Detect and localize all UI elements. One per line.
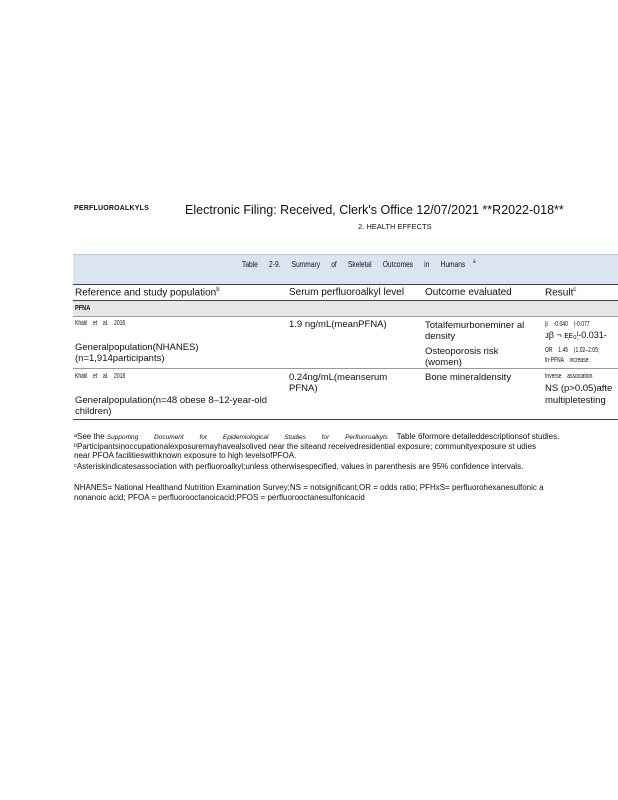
- row2-serum-line1: 0.24ng/mL(meanserum: [289, 372, 388, 383]
- group-label-pfna: PFNA: [75, 305, 91, 312]
- table-top-rule: [73, 284, 618, 285]
- column-header-serum: [289, 287, 404, 298]
- row2-result-line2: NS (p>0.05)afte: [545, 383, 613, 394]
- group-band: [73, 301, 618, 316]
- footnote-b-line2: near PFOA facilitieswithknown exposure to high levelsofPFOA.: [74, 451, 297, 460]
- footnote-a-document: Supporting Document for Epidemiological Studies for Perfluoroalkyls: [106, 434, 388, 441]
- column-header-outcome: [425, 287, 512, 298]
- column-header-result: [545, 287, 576, 298]
- row-divider: [73, 368, 618, 369]
- row1-population-line2: (n=1,914participants): [75, 353, 165, 364]
- column-header-reference-note: b: [216, 287, 220, 293]
- row1-outcome2-line1: Osteoporosis risk: [425, 346, 499, 357]
- table-caption-text: Table 2-9. Summary of Skeletal Outcomes in Humans: [242, 259, 466, 269]
- row1-result-line2: ᴊβ ¬ ᴇ᷊ᴇ₀ᴵ᷊-0.031-: [545, 330, 607, 340]
- footnote-c: ᶜAsteriskindicatesassociation with perfluoroalkyl;unless otherwisespecified, values in parenthesis are 95% confidence intervals.: [74, 462, 524, 471]
- section-title: 2. HEALTH EFFECTS: [358, 222, 432, 231]
- group-rule: [73, 316, 618, 317]
- row1-population-line1: Generalpopulation(NHANES): [75, 342, 199, 353]
- table-caption: [242, 259, 476, 269]
- column-header-result-label: Result: [545, 287, 574, 299]
- row1-outcome1-line2: density: [425, 331, 456, 342]
- footnote-a: [74, 432, 559, 443]
- footnote-a-tail: Table 6formore detaileddescriptionsof studies.: [396, 432, 560, 441]
- column-header-result-note: c: [573, 287, 577, 293]
- row2-population-line1: Generalpopulation(n=48 obese 8–12-year-old: [75, 395, 267, 406]
- column-header-reference: [75, 287, 220, 298]
- column-header-reference-label: Reference and study population: [75, 287, 217, 299]
- running-head: PERFLUOROALKYLS: [74, 205, 149, 212]
- filing-stamp: Electronic Filing: Received, Clerk's Office 12/07/2021 **R2022-018**: [185, 203, 564, 217]
- row1-outcome1-line1: Totalfemurboneminer al: [425, 320, 525, 331]
- row2-result-line3: multipletesting: [545, 395, 606, 406]
- table-caption-note: a: [473, 259, 476, 266]
- abbreviations-line1: NHANES= National Healthand Nutrition Examination Survey;NS = notsignificant;OR = odds ratio; PFHxS= perfluorohexanesulfonic a: [74, 483, 544, 492]
- row1-serum: 1.9 ng/mL(meanPFNA): [289, 319, 387, 330]
- row2-result-line1: Inverse association: [545, 373, 593, 380]
- row2-population-line2: children): [75, 406, 112, 417]
- row2-outcome: Bone mineraldensity: [425, 372, 512, 383]
- row1-reference: Khalil et al. 2016: [75, 320, 126, 327]
- row1-result-line1: β -0.040 (-0.077: [545, 321, 590, 328]
- row2-reference: Khalil et al. 2018: [75, 373, 126, 380]
- abbreviations-line2: nonanoic acid; PFOA = perfluorooctanoicacid;PFOS = perfluorooctanesulfonicacid: [74, 493, 365, 502]
- footnote-b-line1: ᵇParticipantsinoccupationalexposuremayhavealsolived near the siteand receivedresidential exposure; communityexposure st udies: [74, 442, 536, 451]
- row2-serum-line2: PFNA): [289, 383, 318, 394]
- row1-outcome2-line2: (women): [425, 357, 462, 368]
- row1-result-line3: OR 1.45 (1.02–2.05;: [545, 347, 600, 354]
- footnote-a-lead: ᵃSee the: [74, 432, 105, 441]
- column-header-serum-label: Serum perfluoroalkyl level: [289, 287, 405, 298]
- column-header-outcome-label: Outcome evaluated: [425, 287, 512, 298]
- row1-result-line4: ln-PFNA increase.: [545, 357, 590, 364]
- table-bottom-rule: [73, 419, 618, 420]
